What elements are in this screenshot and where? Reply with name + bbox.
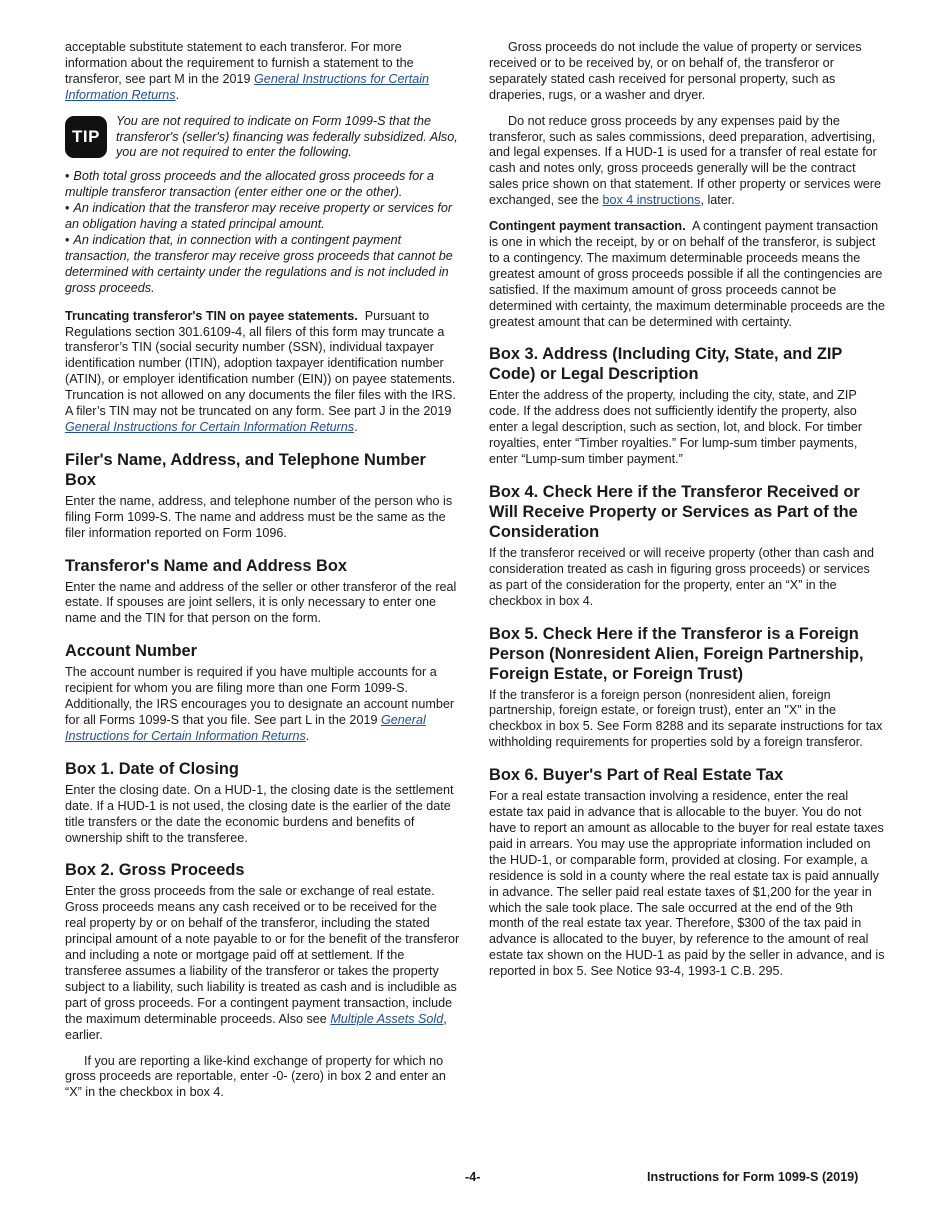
box1-heading: Box 1. Date of Closing xyxy=(65,759,239,778)
filer-heading: Filer's Name, Address, and Telephone Number Box xyxy=(65,450,426,489)
right-column xyxy=(489,40,885,990)
gross-proceeds-exclusions-text: Gross proceeds do not include the value of property or services received or to be received by, or on behalf of, the transferor or separately stated cash received for personal property, such as draperies, rugs, or a washer and dryer. xyxy=(489,40,862,102)
box4-text: If the transferor received or will receive property (other than cash and consideration treated as cash in figuring gross proceeds) or services as part of the consideration for the property, enter an “X” in the checkbox in box 4. xyxy=(489,545,874,608)
list-item: • An indication that, in connection with a contingent payment transaction, the transferor may receive gross proceeds that cannot be determined with certainty under the regulations and is not included in gross proceeds. xyxy=(65,232,453,295)
list-item: • An indication that the transferor may receive property or services for an obligation having a stated principal amount. xyxy=(65,201,453,232)
box4-instructions-link[interactable]: box 4 instructions xyxy=(602,193,701,208)
intro-paragraph: acceptable substitute statement to each transferor. For more information about the requirement to furnish a statement to the transferor, see part M in the 2019 General Instructions for Certain Information Returns. xyxy=(65,40,430,102)
tip-bullet-list xyxy=(65,169,461,296)
box1-text: Enter the closing date. On a HUD-1, the closing date is the settlement date. If a HUD-1 is not used, the closing date is the earlier of the date title transfers or the date the economic burdens and benefits of ownership shift to the transferee. xyxy=(65,782,454,845)
footer-title: Instructions for Form 1099-S (2019) xyxy=(647,1170,859,1184)
account-number-heading: Account Number xyxy=(65,642,198,661)
box2-like-kind-text: If you are reporting a like-kind exchange of property for which no gross proceeds are reportable, enter -0- (zero) in box 2 and enter an “X” in the checkbox in box 4. xyxy=(65,1053,446,1100)
list-item: • Both total gross proceeds and the allocated gross proceeds for a multiple transferor transaction (enter either one or the other). xyxy=(65,169,434,200)
general-instructions-link[interactable]: General Instructions for Certain Information Returns xyxy=(65,419,355,434)
gross-proceeds-expenses-text: Do not reduce gross proceeds by any expenses paid by the transferor, such as sales commissions, deed preparation, advertising, and legal expenses. If a HUD-1 is used for a transfer of real estate for cash and notes only, gross proceeds generally will be the contract sales price shown on that statement. If other property or services were exchanged, see the box 4 instructions, later. xyxy=(489,113,881,208)
truncating-tin-heading: Truncating transferor's TIN on payee statements. xyxy=(65,308,358,323)
transferor-heading: Transferor's Name and Address Box xyxy=(65,556,348,575)
contingent-payment-paragraph: Contingent payment transaction. A contingent payment transaction is one in which the receipt, by or on behalf of the transferor, is subject to a contingency. The maximum determinable proceeds means the greatest amount of gross proceeds possible if all the contingencies are satisfied. If the maximum amount of gross proceeds cannot be determined with certainty, the maximum determinable proceeds are the greatest amount that can be determined with certainty. xyxy=(489,219,885,329)
left-column xyxy=(65,40,461,1111)
filer-text: Enter the name, address, and telephone number of the person who is filing Form 1099-S. The name and address must be the same as the filer information reported on Form 1096. xyxy=(65,493,453,540)
truncating-tin-paragraph: Truncating transferor's TIN on payee statements. Pursuant to Regulations section 301.6109-4, all filers of this form may truncate a transferor’s TIN (social security number (SSN), individual taxpayer identification number (ITIN), adoption taxpayer identification number (ATIN), or employer identification number (EIN)) on payee statements. Truncation is not allowed on any documents the filer files with the IRS. A filer’s TIN may not be truncated on any form. See part J in the 2019 General Instructions for Certain Information Returns. xyxy=(65,308,456,434)
bullet-icon: • xyxy=(65,201,70,216)
box6-heading: Box 6. Buyer's Part of Real Estate Tax xyxy=(489,766,784,785)
tip-box xyxy=(65,114,461,162)
box3-text: Enter the address of the property, including the city, state, and ZIP code. If the address does not sufficiently identify the property, also enter a legal description, such as section, lot, and block. For timber royalties, enter “Timber royalties.” For lump-sum timber payments, enter “Lump-sum timber payment.” xyxy=(489,388,863,467)
box2-heading: Box 2. Gross Proceeds xyxy=(65,861,245,880)
box4-heading: Box 4. Check Here if the Transferor Received or Will Receive Property or Services as Part of the Consideration xyxy=(489,482,860,541)
general-instructions-link[interactable]: General Instructions for Certain Information Returns xyxy=(65,713,426,743)
multiple-assets-sold-link[interactable]: Multiple Assets Sold xyxy=(330,1011,444,1026)
tip-text: You are not required to indicate on Form 1099-S that the transferor's (seller's) financing was federally subsidized. Also, you are not required to enter the following. xyxy=(116,113,458,160)
box5-text: If the transferor is a foreign person (nonresident alien, foreign partnership, foreign estate, or foreign trust), enter an "X" in the checkbox in box 5. See Form 8288 and its separate instructions for tax withholding requirements for properties sold by a foreign transferor. xyxy=(489,687,883,750)
bullet-icon: • xyxy=(65,232,70,247)
bullet-icon: • xyxy=(65,169,70,184)
box5-heading: Box 5. Check Here if the Transferor is a Foreign Person (Nonresident Alien, Foreign Partnership, Foreign Estate, or Foreign Trust) xyxy=(489,624,864,683)
transferor-text: Enter the name and address of the seller or other transferor of the real estate. If spouses are joint sellers, it is only necessary to enter one name and the TIN for that person on the form. xyxy=(65,579,457,626)
general-instructions-link[interactable]: General Instructions for Certain Information Returns xyxy=(65,71,430,102)
box3-heading: Box 3. Address (Including City, State, and ZIP Code) or Legal Description xyxy=(489,345,843,384)
box6-text: For a real estate transaction involving a residence, enter the real estate tax paid in advance that is allocable to the buyer. You do not have to report an amount as allocable to the buyer for real estate taxes paid in arrears. You may use the appropriate information included on the HUD-1, or comparable form, provided at closing. For example, a residence is sold in a county where the real estate tax is paid annually in advance. The seller paid real estate taxes of $1,200 for the year in which the sale took place. The sale occurred at the end of the 9th month of the real estate tax year. Therefore, $300 of the tax paid in advance is allocated to the buyer, by reference to the amount of real estate tax shown on the HUD-1 as paid by the seller in advance, and is reported in box 5. See Notice 93-4, 1993-1 C.B. 295. xyxy=(489,789,885,979)
tip-icon: TIP xyxy=(65,116,107,158)
account-number-text: The account number is required if you have multiple accounts for a recipient for whom you are filing more than one Form 1099-S. Additionally, the IRS encourages you to designate an account number for all Forms 1099-S that you file. See part L in the 2019 General Instructions for Certain Information Returns. xyxy=(65,665,455,743)
contingent-payment-heading: Contingent payment transaction. xyxy=(489,219,686,234)
page-number: -4- xyxy=(465,1170,481,1184)
box2-text: Enter the gross proceeds from the sale or exchange of real estate. Gross proceeds means any cash received or to be received for the real property by or on behalf of the transferor, including the stated principal amount of a note payable to or for the benefit of the transferor and including a note or mortgage paid off at settlement. If the transferee assumes a liability of the transferor or takes the property subject to a liability, such liability is treated as cash and is includible as part of gross proceeds. For a contingent payment transaction, include the maximum determinable proceeds. Also see Multiple Assets Sold, earlier. xyxy=(65,884,460,1042)
